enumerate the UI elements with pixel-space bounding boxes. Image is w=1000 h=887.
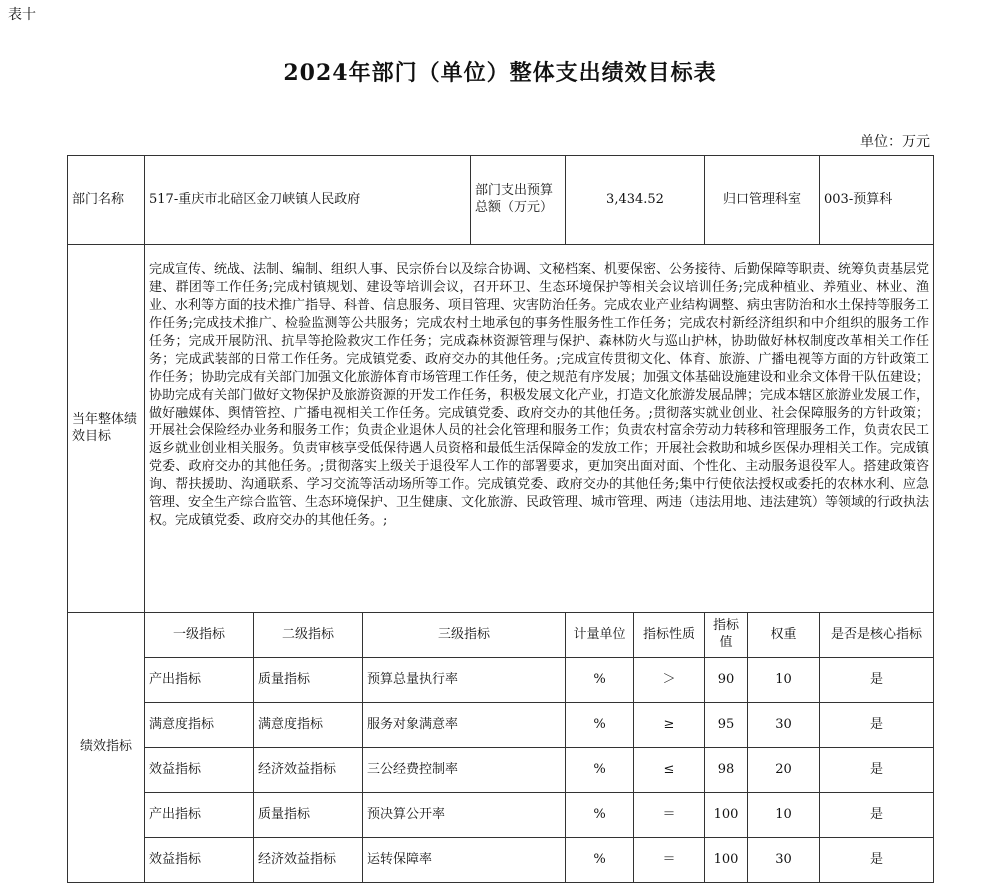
weight-cell: 20 (748, 748, 820, 793)
level3-cell: 三公经费控制率 (363, 748, 566, 793)
office-label: 归口管理科室 (705, 156, 820, 245)
weight-cell: 30 (748, 838, 820, 883)
table-tag: 表十 (8, 7, 36, 23)
table-row (68, 748, 934, 793)
budget-total-label: 部门支出预算总额（万元） (471, 156, 566, 245)
unit-label: 单位：万元 (860, 134, 930, 150)
unit-cell: % (566, 748, 634, 793)
level3-cell: 运转保障率 (363, 838, 566, 883)
page-title: 2024年部门（单位）整体支出绩效目标表 (283, 60, 717, 86)
col-header-nature: 指标性质 (634, 613, 705, 658)
value-cell: 100 (705, 793, 748, 838)
level2-cell: 经济效益指标 (254, 838, 363, 883)
core-cell: 是 (820, 793, 934, 838)
value-cell: 98 (705, 748, 748, 793)
unit-cell: % (566, 838, 634, 883)
level2-cell: 满意度指标 (254, 703, 363, 748)
table-row (68, 658, 934, 703)
level2-cell: 质量指标 (254, 658, 363, 703)
weight-cell: 30 (748, 703, 820, 748)
col-header-value: 指标值 (705, 613, 748, 658)
goal-row (68, 245, 934, 613)
unit-cell: % (566, 793, 634, 838)
level1-cell: 效益指标 (145, 748, 254, 793)
dept-name-value: 517-重庆市北碚区金刀峡镇人民政府 (145, 156, 471, 245)
core-cell: 是 (820, 838, 934, 883)
level2-cell: 质量指标 (254, 793, 363, 838)
core-cell: 是 (820, 703, 934, 748)
weight-cell: 10 (748, 793, 820, 838)
table-row (68, 703, 934, 748)
indicators-label: 绩效指标 (68, 613, 145, 883)
level2-cell: 经济效益指标 (254, 748, 363, 793)
core-cell: 是 (820, 748, 934, 793)
goal-text: 完成宣传、统战、法制、编制、组织人事、民宗侨台以及综合协调、文秘档案、机要保密、公务接待、后勤保障等职责、统筹负责基层党建、群团等工作任务;完成村镇规划、建设等培训会议，召开环卫、生态环境保护等相关会议培训任务;完成种植业、养殖业、林业、渔业、水利等方面的技术推广指导、科普、信息服务、项目管理、灾害防治任务。完成农业产业结构调整、病虫害防治和水土保持等服务工作任务;完成技术推广、检验监测等公共服务；完成农村土地承包的事务性服务性工作任务；完成农村新经济组织和中介组织的服务工作任务；完成开展防汛、抗旱等抢险救灾工作任务；完成森林资源管理与保护、森林防火与巡山护林，协助做好林权制度改革相关工作任务；完成武装部的日常工作任务。完成镇党委、政府交办的其他任务。;完成宣传贯彻文化、体育、旅游、广播电视等方面的方针政策工作任务；协助完成有关部门加强文化旅游体育市场管理工作任务，使之规范有序发展；加强文体基础设施建设和业余文体骨干队伍建设；协助完成有关部门做好文物保护及旅游资源的开发工作任务，积极发展文化产业，打造文化旅游发展品牌；完成本辖区旅游业发展工作，做好融媒体、舆情管控、广播电视相关工作任务。完成镇党委、政府交办的其他任务。;贯彻落实就业创业、社会保障服务的方针政策；开展社会保险经办业务和服务工作；负责企业退休人员的社会化管理和服务工作；负责农村富余劳动力转移和管理服务工作，负责农民工返乡就业创业相关服务。负责审核享受低保待遇人员资格和最低生活保障金的发放工作；开展社会救助和城乡医保办理相关工作。完成镇党委、政府交办的其他任务。;贯彻落实上级关于退役军人工作的部署要求，更加突出面对面、个性化、主动服务退役军人。搭建政策咨询、帮扶援助、沟通联系、学习交流等活动场所等工作。完成镇党委、政府交办的其他任务;集中行使依法授权或委托的农林水利、应急管理、安全生产综合监管、生态环境保护、卫生健康、文化旅游、民政管理、城市管理、两违（违法用地、违法建筑）等领域的行政执法权。完成镇党委、政府交办的其他任务。; (145, 245, 934, 613)
table-row (68, 793, 934, 838)
nature-cell: ≥ (634, 703, 705, 748)
core-cell: 是 (820, 658, 934, 703)
value-cell: 100 (705, 838, 748, 883)
level1-cell: 效益指标 (145, 838, 254, 883)
level1-cell: 产出指标 (145, 793, 254, 838)
col-header-unit: 计量单位 (566, 613, 634, 658)
col-header-core: 是否是核心指标 (820, 613, 934, 658)
indicator-header-row (68, 613, 934, 658)
col-header-level1: 一级指标 (145, 613, 254, 658)
level3-cell: 预决算公开率 (363, 793, 566, 838)
office-value: 003-预算科 (820, 156, 934, 245)
col-header-level2: 二级指标 (254, 613, 363, 658)
dept-name-label: 部门名称 (68, 156, 145, 245)
level3-cell: 预算总量执行率 (363, 658, 566, 703)
level1-cell: 满意度指标 (145, 703, 254, 748)
nature-cell: ＞ (634, 658, 705, 703)
col-header-weight: 权重 (748, 613, 820, 658)
goal-label: 当年整体绩效目标 (68, 245, 145, 613)
table-row (68, 838, 934, 883)
unit-cell: % (566, 703, 634, 748)
unit-cell: % (566, 658, 634, 703)
header-row (68, 156, 934, 245)
value-cell: 90 (705, 658, 748, 703)
performance-table (67, 155, 934, 883)
nature-cell: ≤ (634, 748, 705, 793)
col-header-level3: 三级指标 (363, 613, 566, 658)
nature-cell: ＝ (634, 793, 705, 838)
budget-total-value: 3,434.52 (566, 156, 705, 245)
level3-cell: 服务对象满意率 (363, 703, 566, 748)
level1-cell: 产出指标 (145, 658, 254, 703)
nature-cell: ＝ (634, 838, 705, 883)
weight-cell: 10 (748, 658, 820, 703)
value-cell: 95 (705, 703, 748, 748)
